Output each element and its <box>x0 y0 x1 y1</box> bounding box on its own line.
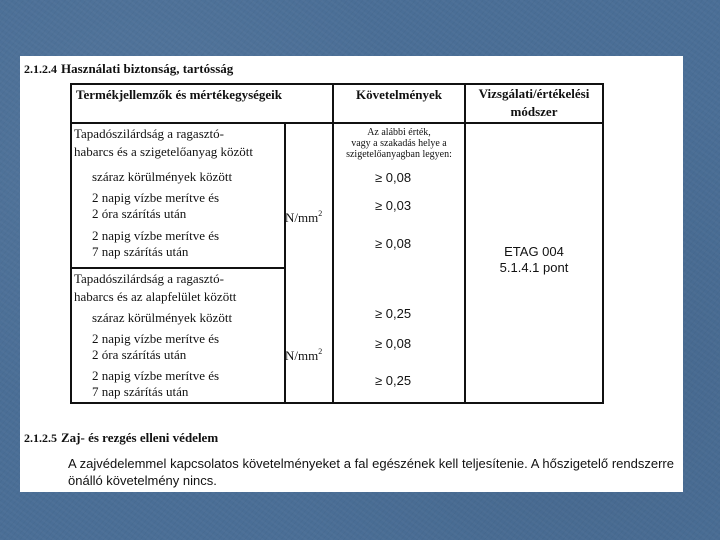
group1-row1-label: száraz körülmények között <box>92 169 233 184</box>
group2-row2-label-line2: 2 óra szárítás után <box>92 347 187 362</box>
group1-row1-value: ≥ 0,08 <box>375 170 412 185</box>
table-border-right <box>602 83 604 404</box>
header-method-line2: módszer <box>510 104 558 119</box>
group2-title-line2: habarcs és az alapfelület között <box>74 289 237 304</box>
group1-unit <box>285 205 322 227</box>
group1-note-line1: Az alábbi érték, <box>367 127 431 138</box>
group2-row2-value: ≥ 0,08 <box>375 336 412 351</box>
method-line1: ETAG 004 <box>504 244 564 259</box>
unit-text: N/mm <box>285 210 319 225</box>
group1-row3-label-line2: 7 nap szárítás után <box>92 244 189 259</box>
unit-text: N/mm <box>285 348 319 363</box>
document-page <box>20 56 683 492</box>
group1-row2-label-line1: 2 napig vízbe merítve és <box>92 190 220 205</box>
group2-row3-label-line1: 2 napig vízbe merítve és <box>92 368 220 383</box>
header-method-line1: Vizsgálati/értékelési <box>478 86 590 101</box>
group2-title-line1: Tapadószilárdság a ragasztó- <box>74 271 224 286</box>
section-number: 2.1.2.5 <box>24 431 57 445</box>
group1-title-line1: Tapadószilárdság a ragasztó- <box>74 126 224 141</box>
table-group-divider <box>70 267 284 269</box>
group1-row3-label-line1: 2 napig vízbe merítve és <box>92 228 220 243</box>
group1-note-line3: szigetelőanyagban legyen: <box>346 149 452 160</box>
table-border-left <box>70 83 72 404</box>
section-number: 2.1.2.4 <box>24 62 57 76</box>
group2-row1-value: ≥ 0,25 <box>375 306 412 321</box>
group1-row2-label-line2: 2 óra szárítás után <box>92 206 187 221</box>
method-line2: 5.1.4.1 pont <box>499 260 569 275</box>
requirements-table <box>70 83 604 403</box>
group2-row3-value: ≥ 0,25 <box>375 373 412 388</box>
unit-exponent: 2 <box>318 209 323 218</box>
section-title: Használati biztonság, tartósság <box>61 61 234 76</box>
header-property: Termékjellemzők és mértékegységeik <box>76 87 283 102</box>
group2-row1-label: száraz körülmények között <box>92 310 233 325</box>
section-paragraph: A zajvédelemmel kapcsolatos követelményeket a fal egészének kell teljesítenie. A hőszigetelő rendszerre önálló követelmény nincs. <box>68 456 674 488</box>
section-title: Zaj- és rezgés elleni védelem <box>61 430 219 445</box>
header-requirements: Követelmények <box>356 87 442 102</box>
group1-note-line2: vagy a szakadás helye a <box>351 138 447 149</box>
table-header-divider <box>70 122 604 124</box>
group1-title-line2: habarcs és a szigetelőanyag között <box>74 144 254 159</box>
group1-row2-value: ≥ 0,03 <box>375 198 412 213</box>
table-border-bottom <box>70 402 604 404</box>
section-heading-2-1-2-5 <box>24 430 218 446</box>
group1-row3-value: ≥ 0,08 <box>375 236 412 251</box>
group2-unit <box>285 343 322 365</box>
group2-row2-label-line1: 2 napig vízbe merítve és <box>92 331 220 346</box>
group2-row3-label-line2: 7 nap szárítás után <box>92 384 189 399</box>
section-heading-2-1-2-4 <box>24 61 233 77</box>
unit-exponent: 2 <box>318 347 323 356</box>
